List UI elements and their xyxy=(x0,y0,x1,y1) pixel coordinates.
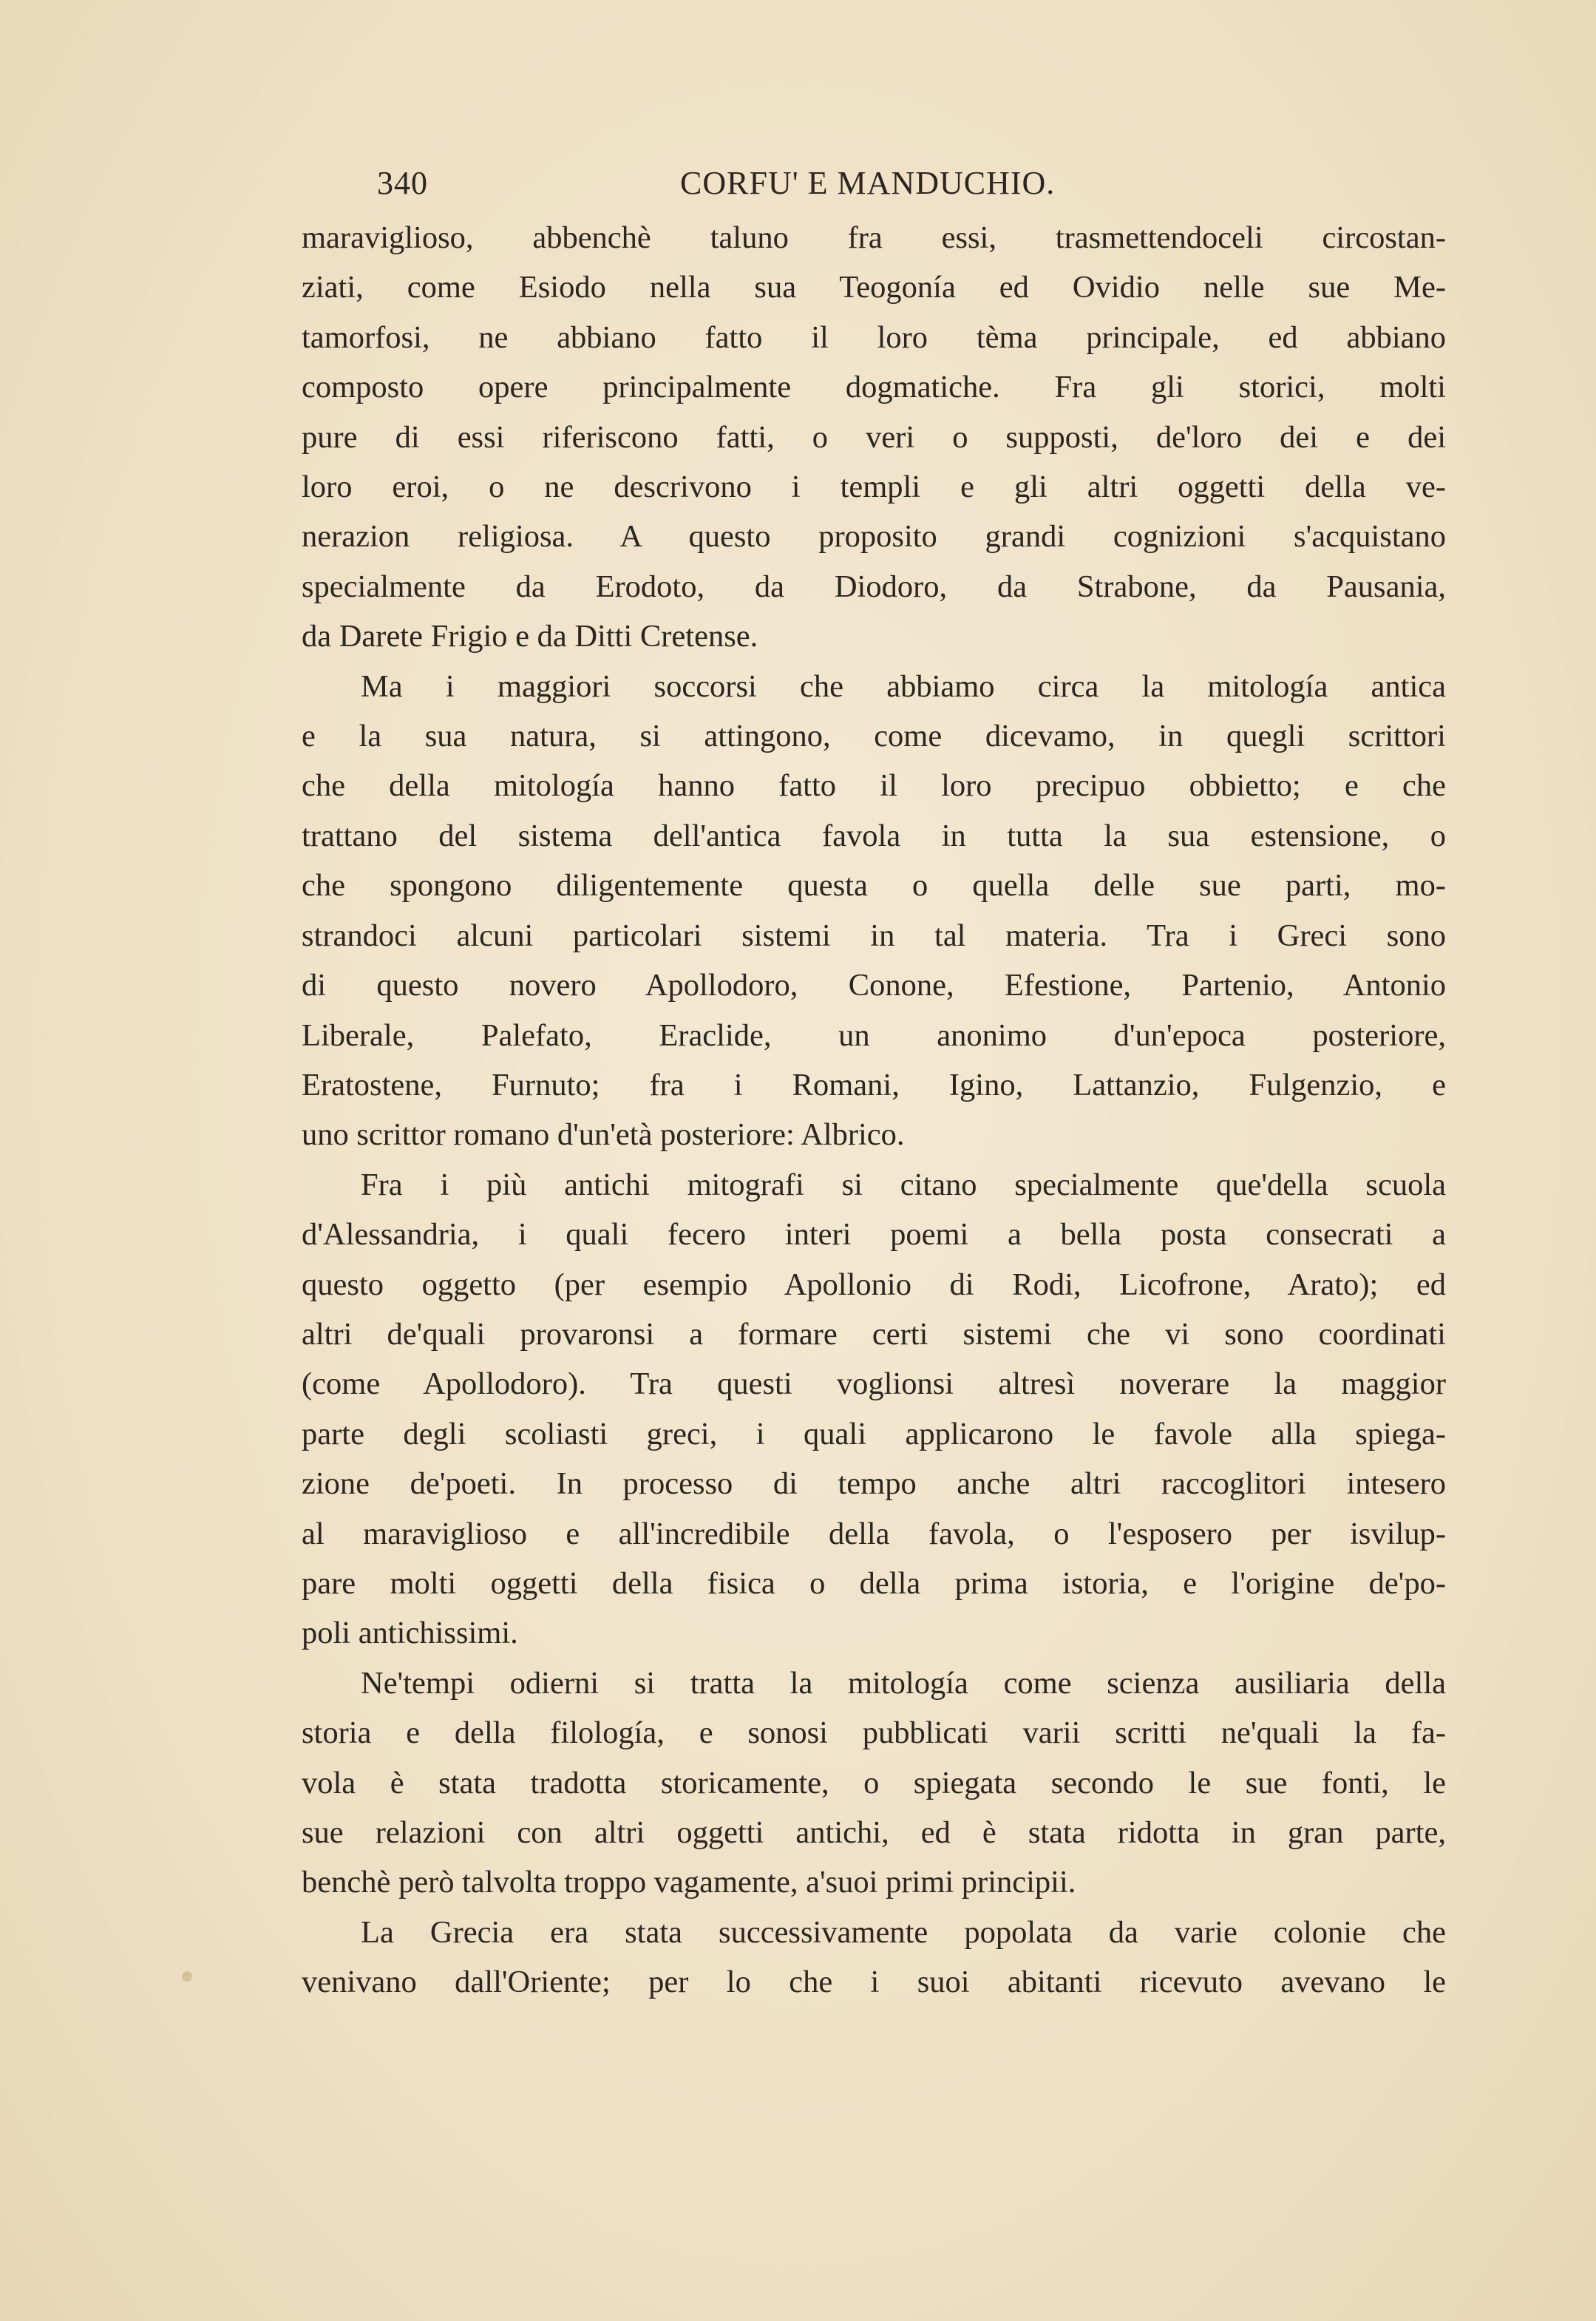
text-line: benchè però talvolta troppo vagamente, a'suoi primi principii. xyxy=(302,1865,1076,1900)
text-line: parte degli scoliasti greci, i quali applicarono le favole alla spiega- xyxy=(302,1416,1446,1451)
text-line: che spongono diligentemente questa o quella delle sue parti, mo- xyxy=(302,868,1446,904)
page-header xyxy=(303,164,1453,209)
text-line: strandoci alcuni particolari sistemi in tal materia. Tra i Greci sono xyxy=(302,918,1446,953)
text-line: da Darete Frigio e da Ditti Cretense. xyxy=(302,619,758,654)
running-title: CORFU' E MANDUCHIO. xyxy=(680,165,1056,201)
text-line: al maraviglioso e all'incredibile della favola, o l'esposero per isvilup- xyxy=(302,1516,1446,1551)
text-line: specialmente da Erodoto, da Diodoro, da Strabone, da Pausania, xyxy=(302,569,1446,604)
text-line: ziati, come Esiodo nella sua Teogonía ed Ovidio nelle sue Me- xyxy=(302,270,1446,305)
text-line: Liberale, Palefato, Eraclide, un anonimo d'un'epoca posteriore, xyxy=(302,1017,1446,1053)
text-line: trattano del sistema dell'antica favola in tutta la sua estensione, o xyxy=(302,818,1446,853)
page-number: 340 xyxy=(377,165,428,201)
text-line: Fra i più antichi mitografi si citano specialmente que'della scuola xyxy=(361,1167,1446,1202)
text-line: loro eroi, o ne descrivono i templi e gli altri oggetti della ve- xyxy=(302,470,1446,505)
text-line: maraviglioso, abbenchè taluno fra essi, trasmettendoceli circostan- xyxy=(302,220,1446,255)
text-line: che della mitología hanno fatto il loro precipuo obbietto; e che xyxy=(302,768,1446,804)
text-line: (come Apollodoro). Tra questi voglionsi altresì noverare la maggior xyxy=(302,1366,1446,1402)
text-line: Ma i maggiori soccorsi che abbiamo circa la mitología antica xyxy=(361,668,1446,704)
text-line: Eratostene, Furnuto; fra i Romani, Igino, Lattanzio, Fulgenzio, e xyxy=(302,1067,1446,1102)
text-line: vola è stata tradotta storicamente, o spiegata secondo le sue fonti, le xyxy=(302,1765,1446,1800)
text-line: questo oggetto (per esempio Apollonio di Rodi, Licofrone, Arato); ed xyxy=(302,1267,1446,1302)
text-line: storia e della filología, e sonosi pubblicati varii scritti ne'quali la fa- xyxy=(302,1715,1446,1751)
text-line: zione de'poeti. In processo di tempo anche altri raccoglitori intesero xyxy=(302,1466,1446,1502)
text-line: e la sua natura, si attingono, come dicevamo, in quegli scrittori xyxy=(302,719,1446,754)
text-line: sue relazioni con altri oggetti antichi, ed è stata ridotta in gran parte, xyxy=(302,1815,1446,1850)
text-line: di questo novero Apollodoro, Conone, Efestione, Partenio, Antonio xyxy=(302,968,1446,1003)
body-text xyxy=(302,213,1446,2007)
paragraph xyxy=(302,1658,1446,1908)
text-line: tamorfosi, ne abbiano fatto il loro tèma principale, ed abbiano xyxy=(302,319,1446,355)
text-line: Ne'tempi odierni si tratta la mitología come scienza ausiliaria della xyxy=(361,1665,1446,1701)
paragraph xyxy=(302,662,1446,1160)
text-line: poli antichissimi. xyxy=(302,1616,518,1651)
text-line: pure di essi riferiscono fatti, o veri o supposti, de'loro dei e dei xyxy=(302,419,1446,455)
text-line: d'Alessandria, i quali fecero interi poemi a bella posta consecrati a xyxy=(302,1217,1446,1253)
text-line: uno scrittor romano d'un'età posteriore: Albrico. xyxy=(302,1117,905,1153)
text-line: composto opere principalmente dogmatiche. Fra gli storici, molti xyxy=(302,370,1446,405)
text-line: nerazion religiosa. A questo proposito grandi cognizioni s'acquistano xyxy=(302,519,1446,555)
text-line: altri de'quali provaronsi a formare certi sistemi che vi sono coordinati xyxy=(302,1316,1446,1352)
paper-stain xyxy=(182,1971,192,1982)
text-line: pare molti oggetti della fisica o della prima istoria, e l'origine de'po- xyxy=(302,1565,1446,1601)
text-line: venivano dall'Oriente; per lo che i suoi abitanti ricevuto avevano le xyxy=(302,1965,1446,2000)
paragraph xyxy=(302,213,1446,662)
paragraph xyxy=(302,1160,1446,1658)
text-line: La Grecia era stata successivamente popolata da varie colonie che xyxy=(361,1914,1446,1950)
paragraph xyxy=(302,1908,1446,2007)
